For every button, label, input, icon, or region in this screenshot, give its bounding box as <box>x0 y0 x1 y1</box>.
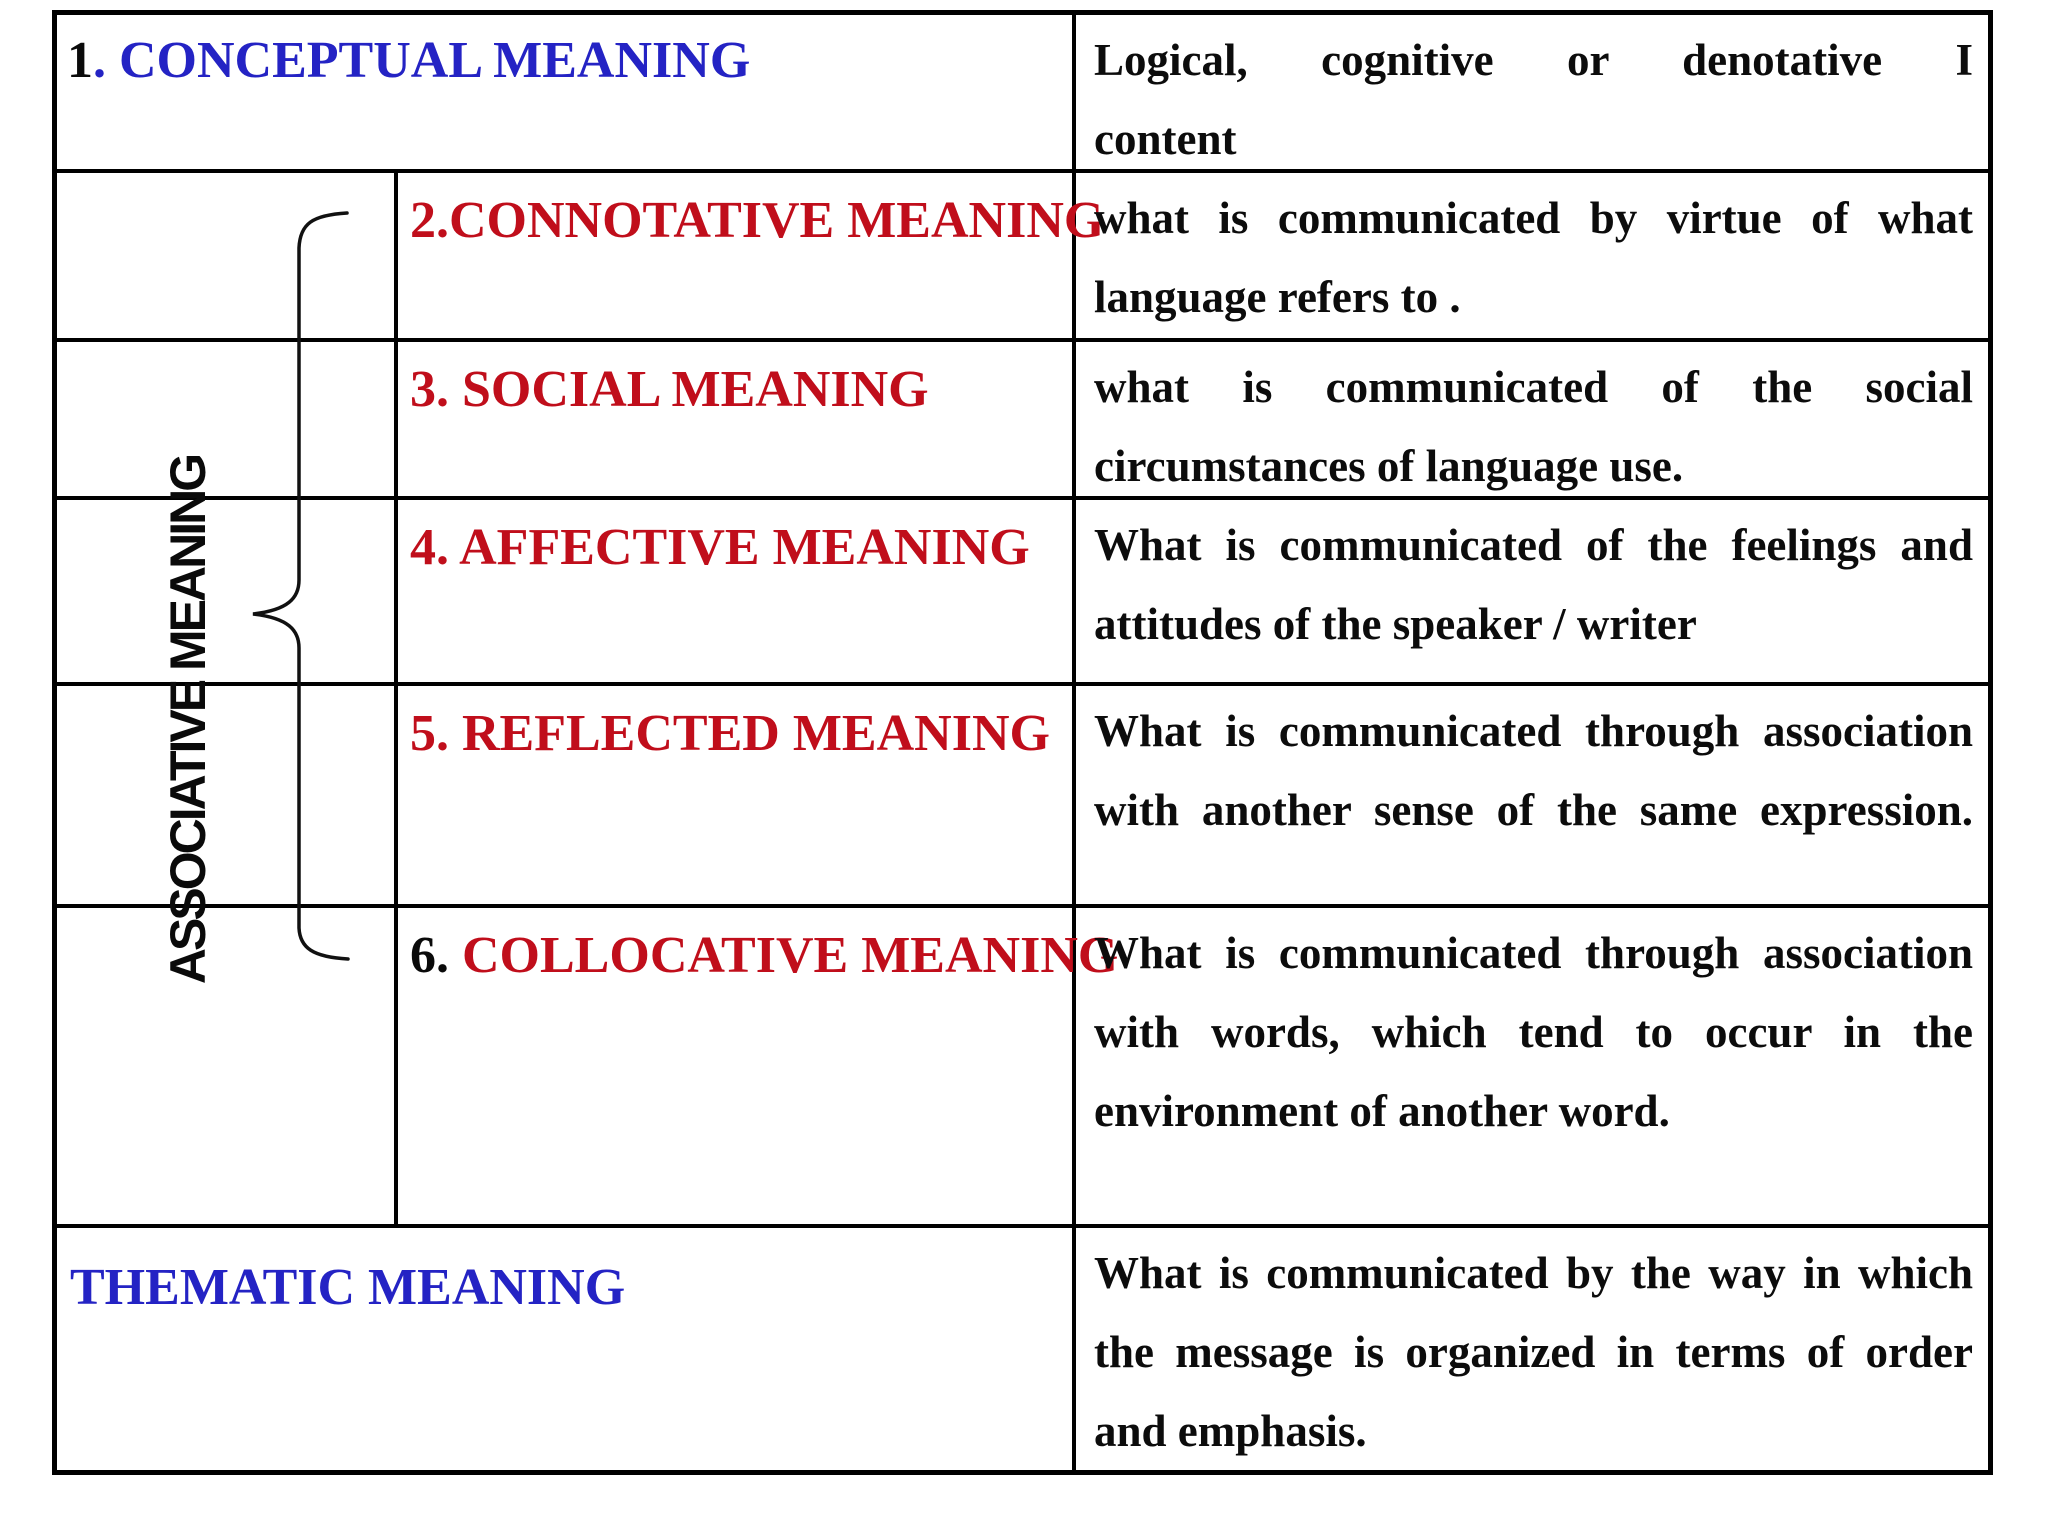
row1-title-cell <box>57 15 1076 173</box>
description-line: what is communicated by virtue of what <box>1094 193 1973 243</box>
row7-title-cell <box>57 1228 1076 1471</box>
description-line: environment of another word. <box>1094 1086 1670 1136</box>
row5-title: REFLECTED MEANING <box>449 705 1050 762</box>
row4-title: AFFECTIVE MEANING <box>449 519 1030 576</box>
row2-title-cell <box>398 173 1105 342</box>
row5-number: 5. <box>410 705 449 762</box>
row1-title: . CONCEPTUAL MEANING <box>93 32 751 89</box>
row7-description-cell <box>1076 1228 1988 1471</box>
description-line: What is communicated of the feelings and <box>1094 520 1973 570</box>
row3-title-cell <box>398 342 1076 500</box>
description-line: the message is organized in terms of order <box>1094 1327 1973 1377</box>
row5-spacer-cell <box>57 686 398 908</box>
row4-description-cell <box>1076 500 1988 686</box>
description-line: circumstances of language use. <box>1094 441 1684 491</box>
description-line: attitudes of the speaker / writer <box>1094 599 1697 649</box>
row3-title: SOCIAL MEANING <box>449 361 929 418</box>
description-line: language refers to . <box>1094 272 1461 322</box>
row2-description-cell <box>1076 173 1988 342</box>
description-line: with another sense of the same expression. <box>1094 785 1973 835</box>
row3-spacer-cell <box>57 342 398 500</box>
row5-title-cell <box>398 686 1076 908</box>
description-line: with words, which tend to occur in the <box>1094 1007 1973 1057</box>
row3-description-cell <box>1076 342 1988 500</box>
row6-description-cell <box>1076 908 1988 1228</box>
row6-spacer-cell <box>57 908 398 1228</box>
row4-spacer-cell <box>57 500 398 686</box>
row1-description-cell <box>1076 15 1988 173</box>
row4-title-cell <box>398 500 1076 686</box>
row2-spacer-cell <box>57 173 398 342</box>
row4-number: 4. <box>410 519 449 576</box>
description-line: What is communicated through association <box>1094 706 1973 756</box>
row7-title: THEMATIC MEANING <box>70 1259 626 1316</box>
description-line: Logical, cognitive or denotative I <box>1094 35 1973 85</box>
row6-title: COLLOCATIVE MEANING <box>449 927 1119 984</box>
description-line: What is communicated through association <box>1094 928 1973 978</box>
associative-meaning-label: ASSOCIATIVE MEANING <box>160 455 216 985</box>
description-line: What is communicated by the way in which <box>1094 1248 1973 1298</box>
row6-title-cell <box>398 908 1119 1228</box>
row1-number: 1 <box>67 32 93 89</box>
description-line: content <box>1094 114 1237 164</box>
row2-title: CONNOTATIVE MEANING <box>449 192 1105 249</box>
row6-number: 6. <box>410 927 449 984</box>
row2-number: 2. <box>410 192 449 249</box>
description-line: what is communicated of the social <box>1094 362 1973 412</box>
row3-number: 3. <box>410 361 449 418</box>
description-line: and emphasis. <box>1094 1406 1367 1456</box>
row5-description-cell <box>1076 686 1988 908</box>
meaning-types-table <box>52 10 1993 1475</box>
